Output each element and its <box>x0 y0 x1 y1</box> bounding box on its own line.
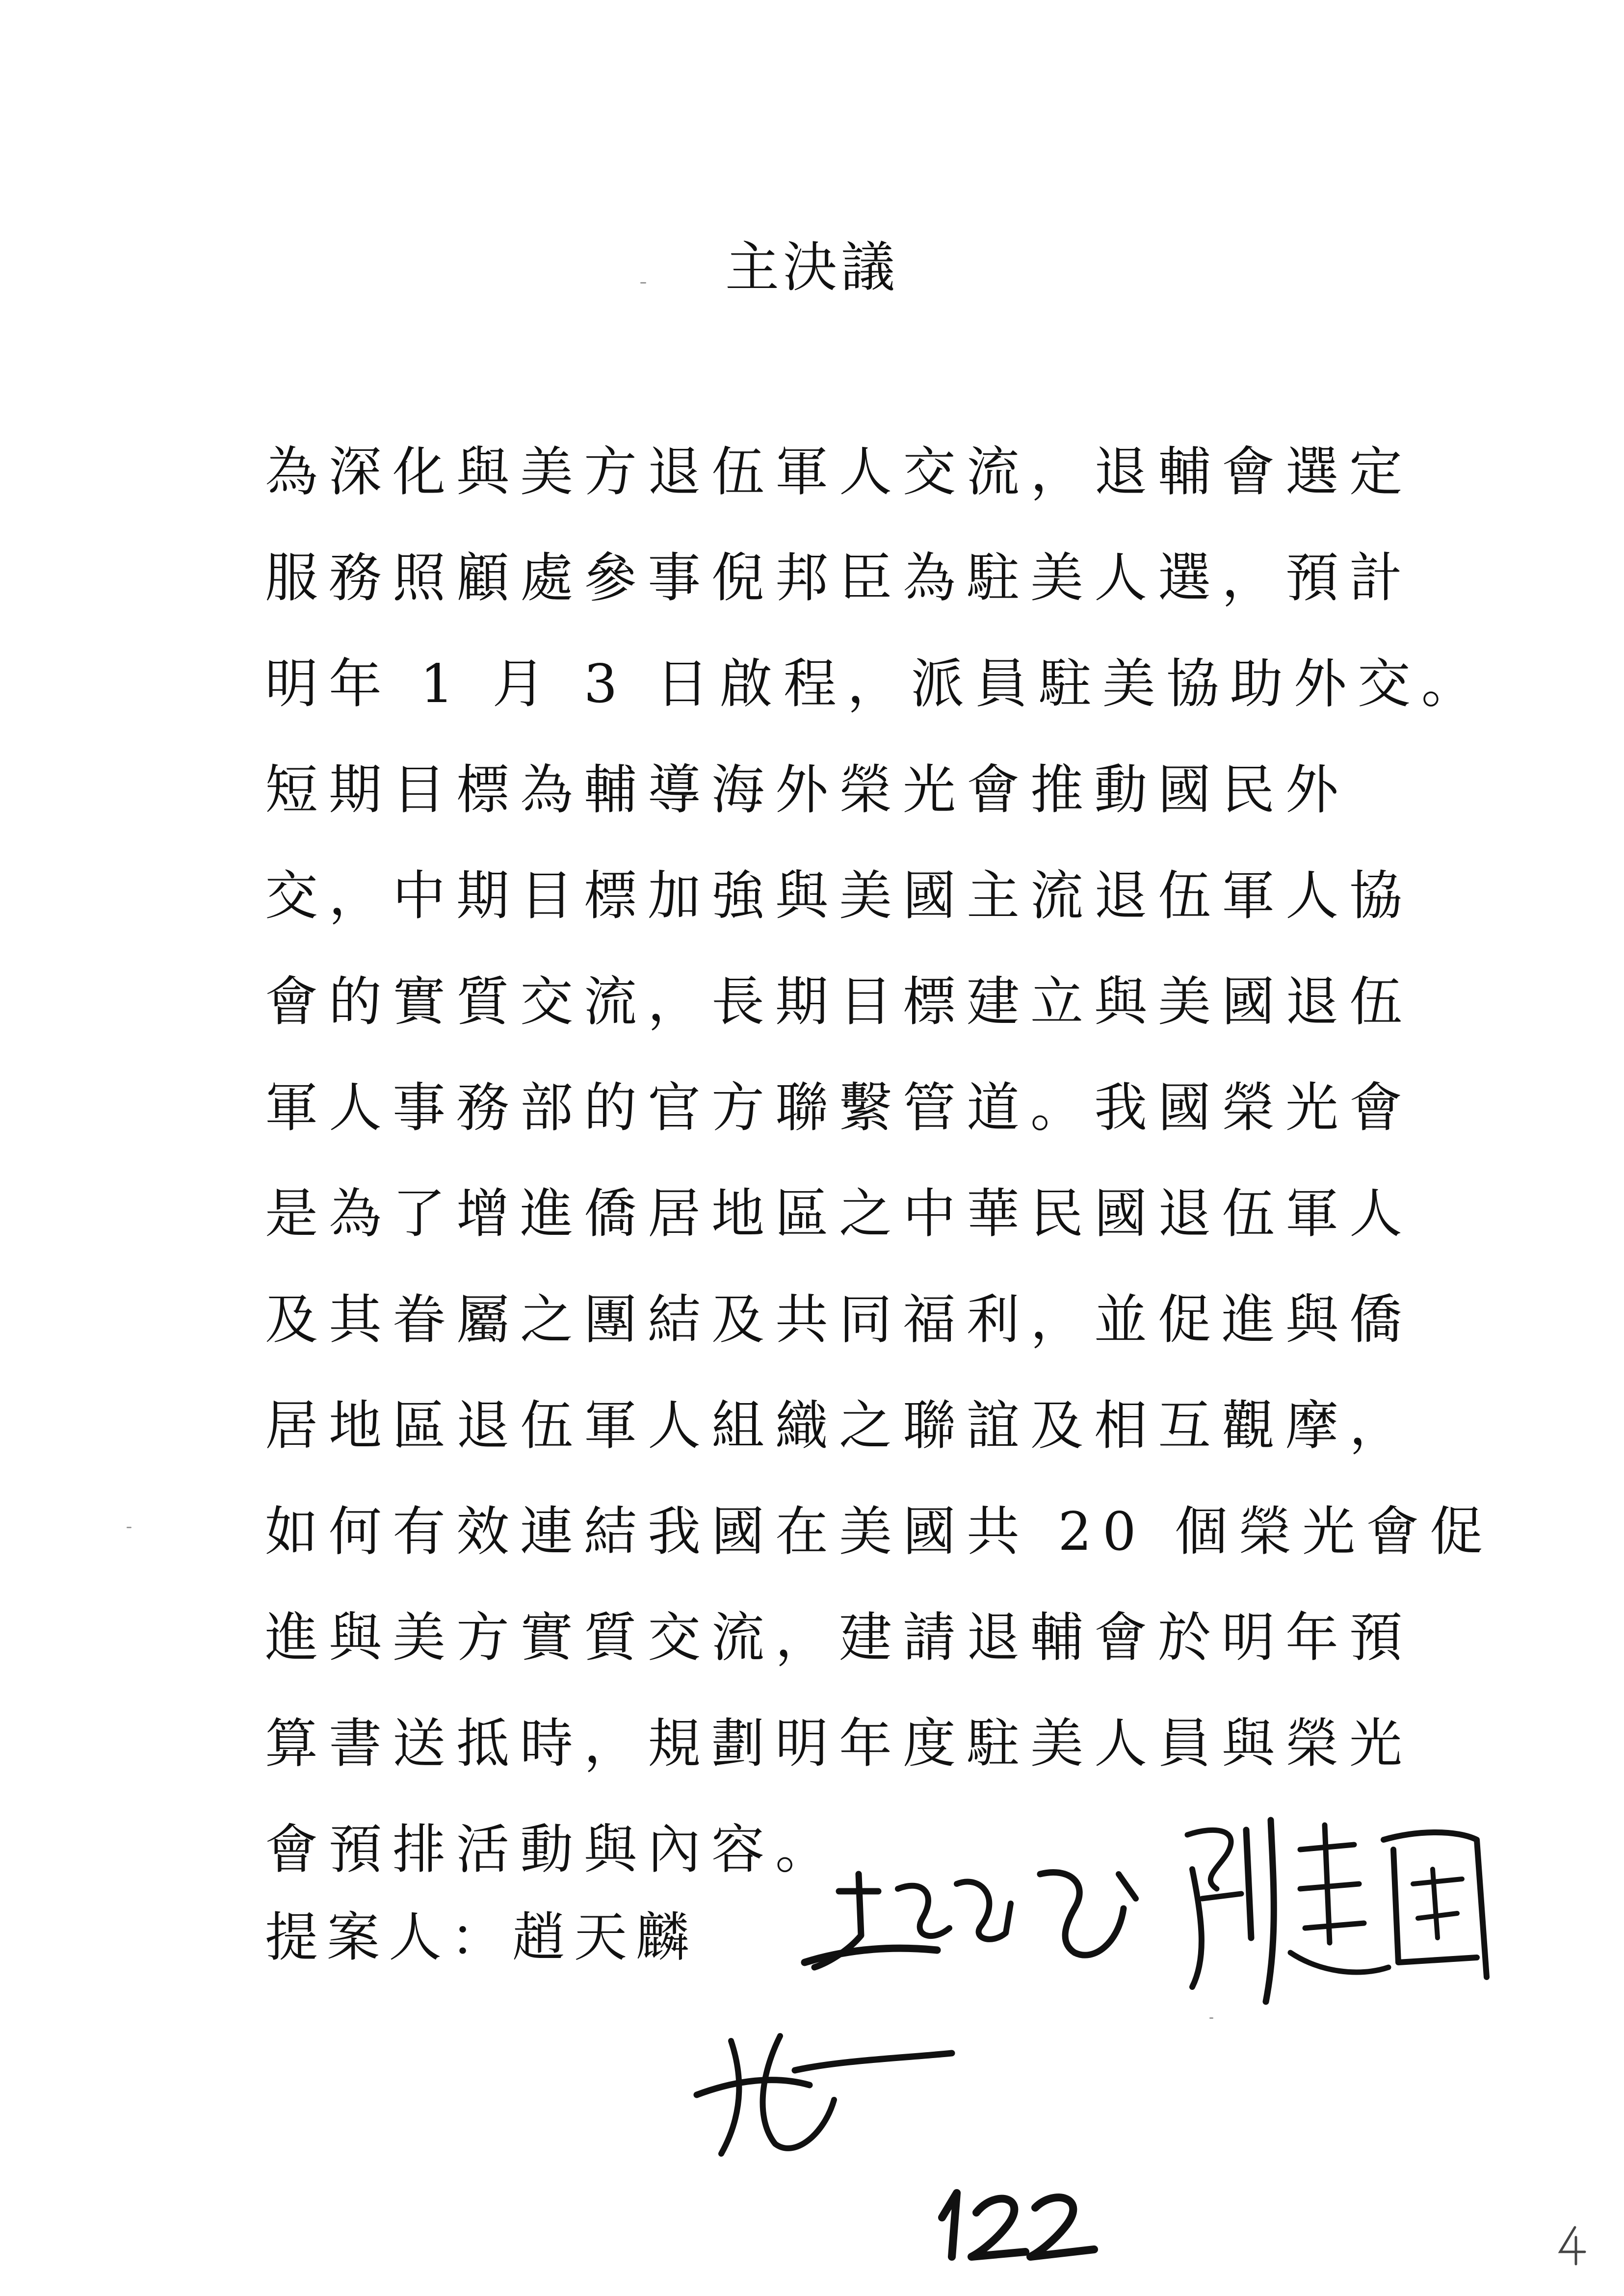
body-line: 進與美方實質交流，建請退輔會於明年預 <box>265 1607 1414 1669</box>
body-line: 短期目標為輔導海外榮光會推動國民外 <box>265 759 1350 821</box>
body-line: 服務照顧處參事倪邦臣為駐美人選，預計 <box>265 548 1414 609</box>
corner-page-number <box>1555 2222 1590 2267</box>
body-line: 會預排活動與內容。 <box>265 1819 839 1880</box>
body-line: 居地區退伍軍人組織之聯誼及相互觀摩， <box>265 1395 1414 1457</box>
body-line: 交，中期目標加強與美國主流退伍軍人協 <box>265 865 1414 927</box>
handwritten-page-number <box>922 2159 1109 2271</box>
proposer-line <box>265 1904 698 1972</box>
signature-wu <box>677 2011 971 2168</box>
proposer-name: 趙天麟 <box>512 1907 698 1968</box>
scan-speck <box>1209 2017 1213 2019</box>
scan-speck <box>640 282 646 284</box>
signature-zhao <box>775 1845 1168 2002</box>
body-line: 軍人事務部的官方聯繫管道。我國榮光會 <box>265 1077 1414 1139</box>
body-line: 算書送抵時，規劃明年度駐美人員與榮光 <box>265 1713 1414 1774</box>
document-title: 主決議 <box>725 236 899 299</box>
body-line: 如何有效連結我國在美國共 20 個榮光會促 <box>265 1501 1494 1563</box>
body-line: 及其眷屬之團結及共同福利，並促進與僑 <box>265 1289 1414 1351</box>
body-line: 會的實質交流，長期目標建立與美國退伍 <box>265 971 1414 1033</box>
body-line: 明年 1 月 3 日啟程，派員駐美協助外交。 <box>265 653 1485 715</box>
signature-liu <box>1173 1810 1506 2016</box>
body-line: 是為了增進僑居地區之中華民國退伍軍人 <box>265 1183 1414 1245</box>
scan-speck <box>127 1527 131 1528</box>
proposer-label: 提案人： <box>265 1907 513 1968</box>
body-line: 為深化與美方退伍軍人交流，退輔會選定 <box>265 442 1414 503</box>
resolution-body <box>265 419 1494 1903</box>
